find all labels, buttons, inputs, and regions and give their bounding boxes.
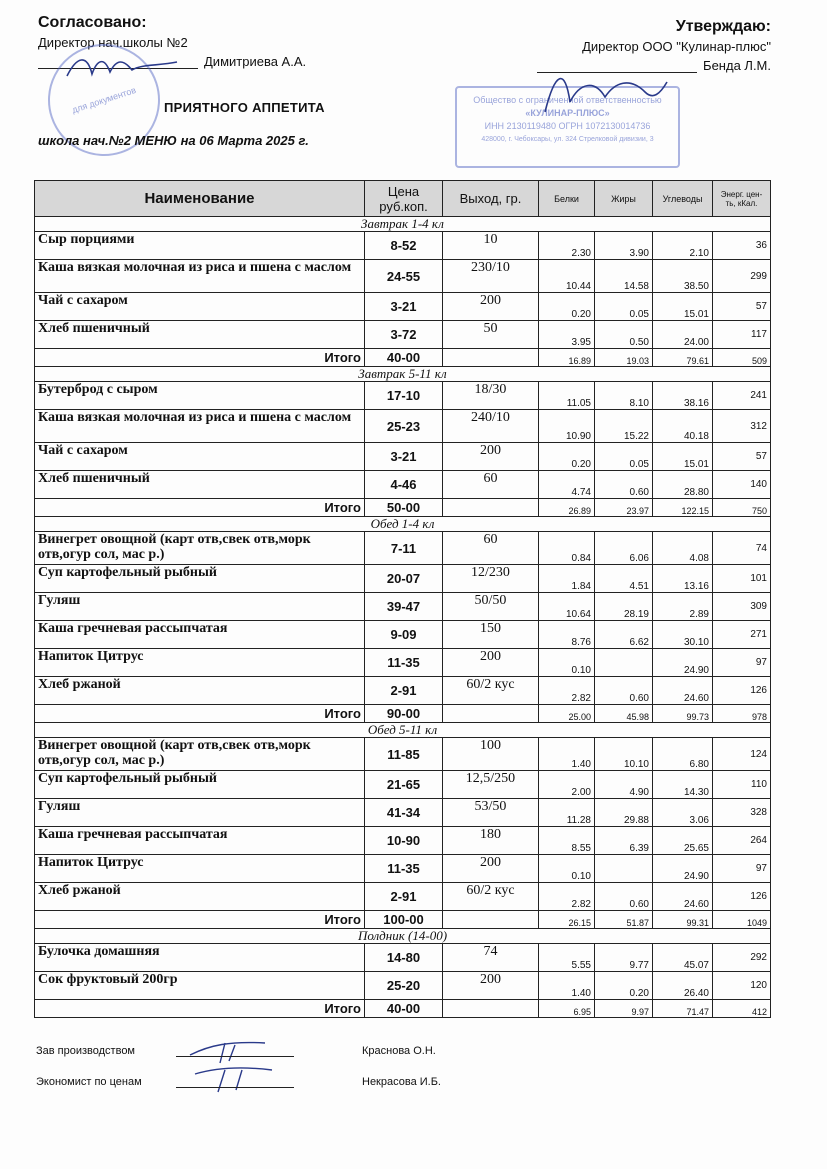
dish-price: 11-85: [365, 738, 443, 771]
menu-title: школа нач.№2 МЕНЮ на 06 Марта 2025 г.: [38, 133, 309, 148]
total-proteins: 16.89: [539, 349, 595, 367]
dish-price: 2-91: [365, 883, 443, 911]
total-carbs: 79.61: [653, 349, 713, 367]
dish-name: Хлеб пшеничный: [35, 321, 365, 349]
dish-name: Бутерброд с сыром: [35, 382, 365, 410]
dish-yield: 200: [443, 855, 539, 883]
dish-proteins: 4.74: [539, 471, 595, 499]
dish-carbs: 30.10: [653, 621, 713, 649]
total-price: 90-00: [365, 705, 443, 723]
dish-name: Гуляш: [35, 799, 365, 827]
dish-price: 9-09: [365, 621, 443, 649]
stamp-line: 428000, г. Чебоксары, ул. 324 Стрелковой дивизии, 3: [481, 136, 654, 143]
total-proteins: 6.95: [539, 1000, 595, 1018]
footer-role: Зав производством: [36, 1045, 135, 1057]
total-fats: 23.97: [595, 499, 653, 517]
table-row: [35, 293, 771, 321]
dish-energy: 117: [713, 321, 771, 349]
table-row: [35, 649, 771, 677]
table-row: [35, 410, 771, 443]
dish-proteins: 1.40: [539, 738, 595, 771]
dish-proteins: 0.20: [539, 293, 595, 321]
agreed-title: Согласовано:: [38, 14, 147, 31]
total-label: Итого: [35, 499, 365, 517]
total-energy: 978: [713, 705, 771, 723]
dish-price: 3-21: [365, 293, 443, 321]
dish-carbs: 14.30: [653, 771, 713, 799]
dish-energy: 241: [713, 382, 771, 410]
dish-carbs: 15.01: [653, 293, 713, 321]
dish-yield: 240/10: [443, 410, 539, 443]
dish-yield: 60/2 кус: [443, 883, 539, 911]
table-row: [35, 827, 771, 855]
dish-yield: 180: [443, 827, 539, 855]
dish-name: Каша гречневая рассыпчатая: [35, 621, 365, 649]
dish-fats: 0.60: [595, 677, 653, 705]
col-name: Наименование: [35, 181, 365, 217]
table-row: [35, 621, 771, 649]
dish-yield: 150: [443, 621, 539, 649]
dish-name: Суп картофельный рыбный: [35, 565, 365, 593]
dish-carbs: 24.90: [653, 855, 713, 883]
total-row: [35, 499, 771, 517]
footer-row: [36, 1045, 496, 1065]
total-label: Итого: [35, 705, 365, 723]
dish-price: 10-90: [365, 827, 443, 855]
dish-fats: 8.10: [595, 382, 653, 410]
dish-fats: 6.06: [595, 532, 653, 565]
dish-energy: 328: [713, 799, 771, 827]
dish-yield: 12,5/250: [443, 771, 539, 799]
dish-price: 25-20: [365, 972, 443, 1000]
dish-yield: 60: [443, 532, 539, 565]
stamp-line: «КУЛИНАР-ПЛЮС»: [525, 108, 610, 118]
dish-fats: 0.20: [595, 972, 653, 1000]
dish-proteins: 3.95: [539, 321, 595, 349]
dish-yield: 12/230: [443, 565, 539, 593]
dish-yield: 50/50: [443, 593, 539, 621]
total-row: [35, 705, 771, 723]
table-row: [35, 232, 771, 260]
total-carbs: 99.31: [653, 911, 713, 929]
total-carbs: 99.73: [653, 705, 713, 723]
dish-energy: 101: [713, 565, 771, 593]
menu-body: [35, 217, 771, 1018]
total-label: Итого: [35, 349, 365, 367]
signature-right-icon: [535, 62, 675, 122]
dish-fats: 0.60: [595, 471, 653, 499]
dish-energy: 271: [713, 621, 771, 649]
dish-name: Винегрет овощной (карт отв,свек отв,морк отв,огур сол, мас р.): [35, 738, 365, 771]
table-row: [35, 771, 771, 799]
section-title: Обед 1-4 кл: [35, 517, 771, 532]
dish-carbs: 15.01: [653, 443, 713, 471]
footer-row: [36, 1076, 496, 1096]
section-title: Завтрак 1-4 кл: [35, 217, 771, 232]
dish-yield: 100: [443, 738, 539, 771]
total-yield-empty: [443, 349, 539, 367]
section-row: [35, 517, 771, 532]
dish-price: 11-35: [365, 649, 443, 677]
dish-fats: 28.19: [595, 593, 653, 621]
total-proteins: 26.89: [539, 499, 595, 517]
stamp-line: ИНН 2130119480 ОГРН 1072130014736: [484, 121, 651, 131]
dish-price: 21-65: [365, 771, 443, 799]
dish-carbs: 3.06: [653, 799, 713, 827]
total-price: 100-00: [365, 911, 443, 929]
agreed-signer: Димитриева А.А.: [204, 54, 307, 69]
dish-fats: 0.05: [595, 293, 653, 321]
col-energy: Энерг. цен-ть, кКал.: [713, 181, 771, 217]
dish-carbs: 40.18: [653, 410, 713, 443]
total-price: 40-00: [365, 349, 443, 367]
signature-line: [176, 1087, 294, 1088]
dish-fats: 29.88: [595, 799, 653, 827]
dish-proteins: 0.20: [539, 443, 595, 471]
table-row: [35, 972, 771, 1000]
dish-energy: 264: [713, 827, 771, 855]
total-label: Итого: [35, 911, 365, 929]
dish-name: Хлеб ржаной: [35, 883, 365, 911]
dish-price: 17-10: [365, 382, 443, 410]
dish-carbs: 2.89: [653, 593, 713, 621]
dish-yield: 230/10: [443, 260, 539, 293]
table-row: [35, 944, 771, 972]
dish-yield: 50: [443, 321, 539, 349]
dish-fats: [595, 855, 653, 883]
dish-price: 41-34: [365, 799, 443, 827]
dish-energy: 312: [713, 410, 771, 443]
col-proteins: Белки: [539, 181, 595, 217]
dish-fats: 14.58: [595, 260, 653, 293]
dish-name: Чай с сахаром: [35, 293, 365, 321]
dish-energy: 97: [713, 855, 771, 883]
dish-fats: 9.77: [595, 944, 653, 972]
dish-energy: 126: [713, 883, 771, 911]
dish-price: 4-46: [365, 471, 443, 499]
dish-energy: 74: [713, 532, 771, 565]
section-row: [35, 929, 771, 944]
table-row: [35, 260, 771, 293]
dish-energy: 120: [713, 972, 771, 1000]
dish-yield: 60: [443, 471, 539, 499]
dish-carbs: 4.08: [653, 532, 713, 565]
dish-proteins: 0.84: [539, 532, 595, 565]
dish-energy: 124: [713, 738, 771, 771]
dish-fats: 10.10: [595, 738, 653, 771]
dish-energy: 140: [713, 471, 771, 499]
dish-fats: 0.05: [595, 443, 653, 471]
dish-fats: 3.90: [595, 232, 653, 260]
total-yield-empty: [443, 499, 539, 517]
dish-fats: 4.90: [595, 771, 653, 799]
dish-yield: 18/30: [443, 382, 539, 410]
footer-person: Краснова О.Н.: [362, 1045, 436, 1057]
table-row: [35, 532, 771, 565]
dish-carbs: 6.80: [653, 738, 713, 771]
dish-price: 2-91: [365, 677, 443, 705]
total-energy: 750: [713, 499, 771, 517]
total-proteins: 26.15: [539, 911, 595, 929]
dish-yield: 60/2 кус: [443, 677, 539, 705]
table-row: [35, 471, 771, 499]
dish-proteins: 2.82: [539, 677, 595, 705]
dish-proteins: 10.44: [539, 260, 595, 293]
dish-yield: 74: [443, 944, 539, 972]
appetite-title: ПРИЯТНОГО АППЕТИТА: [164, 100, 325, 115]
total-energy: 1049: [713, 911, 771, 929]
dish-name: Сыр порциями: [35, 232, 365, 260]
total-price: 40-00: [365, 1000, 443, 1018]
dish-name: Напиток Цитрус: [35, 855, 365, 883]
total-label: Итого: [35, 1000, 365, 1018]
col-carbs: Углеводы: [653, 181, 713, 217]
dish-proteins: 8.76: [539, 621, 595, 649]
table-row: [35, 883, 771, 911]
total-fats: 51.87: [595, 911, 653, 929]
dish-fats: 4.51: [595, 565, 653, 593]
approve-title: Утверждаю:: [675, 18, 771, 35]
dish-proteins: 2.82: [539, 883, 595, 911]
total-carbs: 71.47: [653, 1000, 713, 1018]
dish-price: 3-21: [365, 443, 443, 471]
dish-carbs: 28.80: [653, 471, 713, 499]
dish-proteins: 10.64: [539, 593, 595, 621]
dish-carbs: 45.07: [653, 944, 713, 972]
total-carbs: 122.15: [653, 499, 713, 517]
dish-energy: 309: [713, 593, 771, 621]
dish-fats: 0.60: [595, 883, 653, 911]
dish-name: Суп картофельный рыбный: [35, 771, 365, 799]
table-row: [35, 738, 771, 771]
dish-proteins: 8.55: [539, 827, 595, 855]
dish-yield: 53/50: [443, 799, 539, 827]
dish-carbs: 2.10: [653, 232, 713, 260]
dish-carbs: 24.60: [653, 883, 713, 911]
dish-name: Булочка домашняя: [35, 944, 365, 972]
dish-yield: 200: [443, 293, 539, 321]
dish-yield: 200: [443, 443, 539, 471]
dish-price: 14-80: [365, 944, 443, 972]
dish-carbs: 25.65: [653, 827, 713, 855]
dish-carbs: 24.00: [653, 321, 713, 349]
dish-proteins: 11.28: [539, 799, 595, 827]
dish-yield: 200: [443, 972, 539, 1000]
signature-left-icon: [62, 46, 182, 86]
dish-energy: 126: [713, 677, 771, 705]
section-title: Завтрак 5-11 кл: [35, 367, 771, 382]
dish-name: Хлеб пшеничный: [35, 471, 365, 499]
dish-energy: 292: [713, 944, 771, 972]
dish-proteins: 11.05: [539, 382, 595, 410]
total-price: 50-00: [365, 499, 443, 517]
table-row: [35, 855, 771, 883]
dish-carbs: 38.16: [653, 382, 713, 410]
table-row: [35, 443, 771, 471]
dish-energy: 57: [713, 293, 771, 321]
dish-name: Напиток Цитрус: [35, 649, 365, 677]
dish-name: Винегрет овощной (карт отв,свек отв,морк отв,огур сол, мас р.): [35, 532, 365, 565]
total-row: [35, 349, 771, 367]
dish-proteins: 5.55: [539, 944, 595, 972]
table-header: [35, 181, 771, 217]
dish-fats: 15.22: [595, 410, 653, 443]
col-price: Цена руб.коп.: [365, 181, 443, 217]
dish-name: Чай с сахаром: [35, 443, 365, 471]
dish-name: Каша гречневая рассыпчатая: [35, 827, 365, 855]
dish-price: 25-23: [365, 410, 443, 443]
section-row: [35, 217, 771, 232]
col-fats: Жиры: [595, 181, 653, 217]
dish-price: 7-11: [365, 532, 443, 565]
dish-energy: 299: [713, 260, 771, 293]
signature-line: [176, 1056, 294, 1057]
dish-proteins: 10.90: [539, 410, 595, 443]
dish-name: Сок фруктовый 200гр: [35, 972, 365, 1000]
dish-fats: 6.62: [595, 621, 653, 649]
dish-proteins: 0.10: [539, 649, 595, 677]
dish-fats: [595, 649, 653, 677]
dish-fats: 6.39: [595, 827, 653, 855]
table-row: [35, 565, 771, 593]
approve-position: Директор ООО "Кулинар-плюс": [582, 39, 771, 54]
menu-table: [34, 180, 771, 1018]
stamp-line: Общество с ограниченной ответственностью: [473, 95, 662, 105]
dish-carbs: 26.40: [653, 972, 713, 1000]
dish-price: 39-47: [365, 593, 443, 621]
dish-price: 20-07: [365, 565, 443, 593]
dish-energy: 57: [713, 443, 771, 471]
dish-proteins: 2.00: [539, 771, 595, 799]
dish-proteins: 0.10: [539, 855, 595, 883]
agreed-position: Директор нач.школы №2: [38, 35, 188, 50]
total-fats: 9.97: [595, 1000, 653, 1018]
footer-person: Некрасова И.Б.: [362, 1076, 441, 1088]
dish-name: Гуляш: [35, 593, 365, 621]
dish-fats: 0.50: [595, 321, 653, 349]
total-energy: 412: [713, 1000, 771, 1018]
total-yield-empty: [443, 705, 539, 723]
total-yield-empty: [443, 911, 539, 929]
dish-energy: 110: [713, 771, 771, 799]
dish-energy: 36: [713, 232, 771, 260]
total-energy: 509: [713, 349, 771, 367]
total-proteins: 25.00: [539, 705, 595, 723]
dish-price: 3-72: [365, 321, 443, 349]
footer-role: Экономист по ценам: [36, 1076, 142, 1088]
round-stamp-text: для документов: [70, 84, 138, 116]
col-yield: Выход, гр.: [443, 181, 539, 217]
section-title: Обед 5-11 кл: [35, 723, 771, 738]
dish-name: Каша вязкая молочная из риса и пшена с маслом: [35, 260, 365, 293]
table-row: [35, 382, 771, 410]
total-row: [35, 1000, 771, 1018]
dish-carbs: 13.16: [653, 565, 713, 593]
total-fats: 19.03: [595, 349, 653, 367]
dish-name: Хлеб ржаной: [35, 677, 365, 705]
dish-price: 8-52: [365, 232, 443, 260]
dish-carbs: 24.90: [653, 649, 713, 677]
dish-yield: 200: [443, 649, 539, 677]
table-row: [35, 593, 771, 621]
dish-proteins: 2.30: [539, 232, 595, 260]
dish-proteins: 1.40: [539, 972, 595, 1000]
section-row: [35, 367, 771, 382]
table-row: [35, 321, 771, 349]
total-yield-empty: [443, 1000, 539, 1018]
dish-price: 11-35: [365, 855, 443, 883]
dish-carbs: 24.60: [653, 677, 713, 705]
dish-name: Каша вязкая молочная из риса и пшена с маслом: [35, 410, 365, 443]
dish-yield: 10: [443, 232, 539, 260]
table-row: [35, 799, 771, 827]
section-row: [35, 723, 771, 738]
approve-signer: Бенда Л.М.: [703, 58, 771, 73]
total-row: [35, 911, 771, 929]
dish-carbs: 38.50: [653, 260, 713, 293]
dish-price: 24-55: [365, 260, 443, 293]
table-row: [35, 677, 771, 705]
total-fats: 45.98: [595, 705, 653, 723]
dish-proteins: 1.84: [539, 565, 595, 593]
dish-energy: 97: [713, 649, 771, 677]
section-title: Полдник (14-00): [35, 929, 771, 944]
